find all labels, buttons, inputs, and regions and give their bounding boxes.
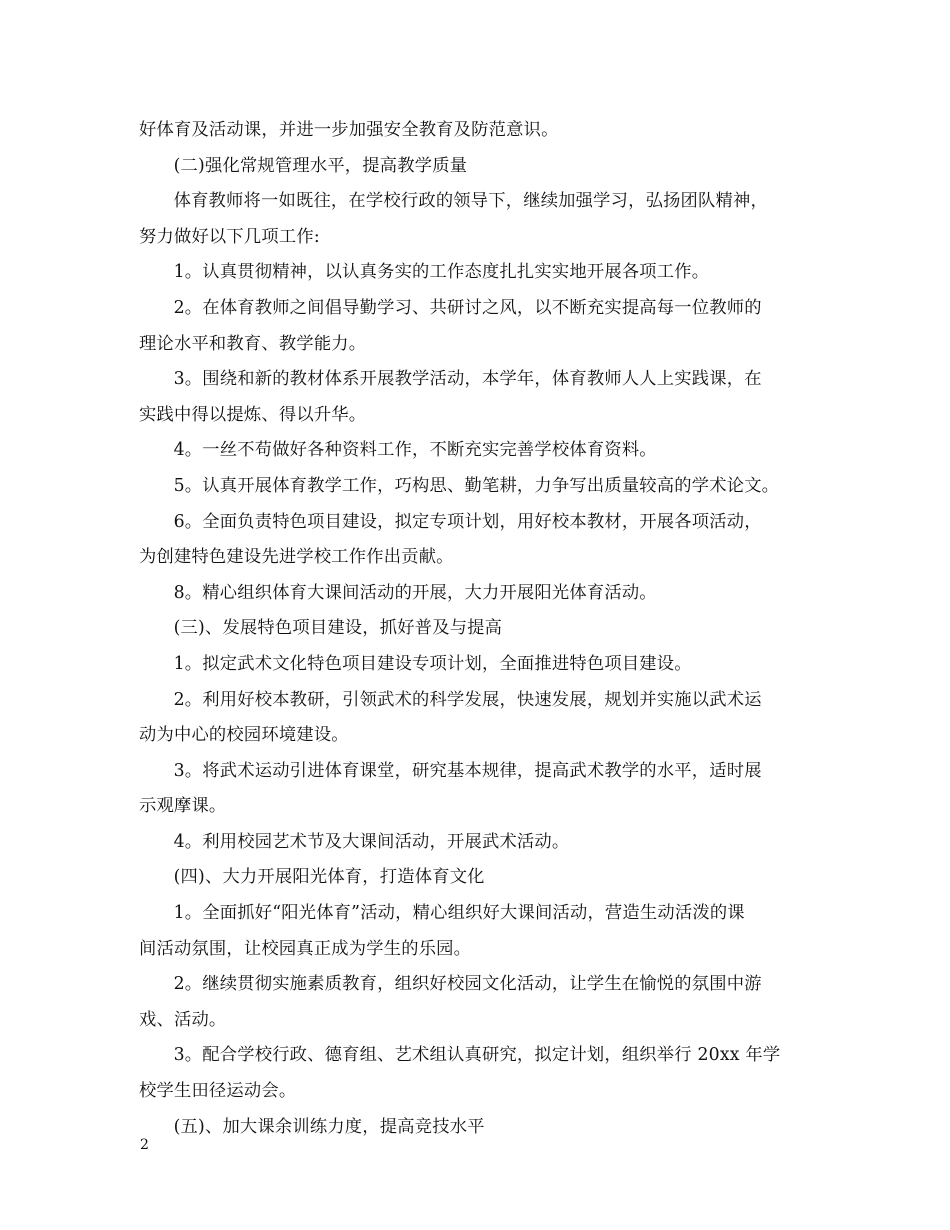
text-line: 1。认真贯彻精神，以认真务实的工作态度扎扎实实地开展各项工作。 <box>173 262 710 283</box>
text-line: 4。一丝不苟做好各种资料工作，不断充实完善学校体育资料。 <box>173 440 657 461</box>
text-line: 2。继续贯彻实施素质教育，组织好校园文化活动，让学生在愉悦的氛围中游 <box>173 974 762 995</box>
text-line: (四)、大力开展阳光体育，打造体育文化 <box>173 867 485 888</box>
page-number: 2 <box>140 1137 149 1153</box>
text-line: 理论水平和教育、教学能力。 <box>139 333 367 354</box>
text-line: 3。配合学校行政、德育组、艺术组认真研究，拟定计划，组织举行 20xx 年学 <box>173 1045 781 1066</box>
text-line: 努力做好以下几项工作: <box>139 226 320 247</box>
text-line: 实践中得以提炼、得以升华。 <box>139 404 367 425</box>
text-line: 戏、活动。 <box>139 1009 227 1030</box>
text-line: 5。认真开展体育教学工作，巧构思、勤笔耕，力争写出质量较高的学术论文。 <box>173 475 780 496</box>
text-line: 3。围绕和新的教材体系开展教学活动，本学年，体育教师人人上实践课，在 <box>173 369 762 390</box>
text-line: 1。全面抓好“阳光体育”活动，精心组织好大课间活动，营造生动活泼的课 <box>173 903 745 924</box>
document-body <box>139 113 811 1145</box>
text-line: (二)强化常规管理水平，提高教学质量 <box>173 155 468 176</box>
text-line: 1。拟定武术文化特色项目建设专项计划，全面推进特色项目建设。 <box>173 653 692 674</box>
text-line: 2。利用好校本教研，引领武术的科学发展，快速发展，规划并实施以武术运 <box>173 689 762 710</box>
text-line: 3。将武术运动引进体育课堂，研究基本规律，提高武术教学的水平，适时展 <box>173 760 762 781</box>
text-line: 4。利用校园艺术节及大课间活动，开展武术活动。 <box>173 831 570 852</box>
text-line: 动为中心的校园环境建设。 <box>139 725 349 746</box>
text-line: 示观摩课。 <box>139 796 227 817</box>
text-line: 体育教师将一如既往，在学校行政的领导下，继续加强学习，弘扬团队精神， <box>173 191 768 212</box>
text-line: (三)、发展特色项目建设，抓好普及与提高 <box>173 618 503 639</box>
text-line: 8。精心组织体育大课间活动的开展，大力开展阳光体育活动。 <box>173 582 657 603</box>
text-line: 好体育及活动课，并进一步加强安全教育及防范意识。 <box>139 120 559 140</box>
text-line: (五)、加大课余训练力度，提高竞技水平 <box>173 1116 485 1137</box>
text-line: 间活动氛围，让校园真正成为学生的乐园。 <box>139 938 472 959</box>
text-line: 2。在体育教师之间倡导勤学习、共研讨之风，以不断充实提高每一位教师的 <box>173 297 762 318</box>
text-line: 为创建特色建设先进学校工作作出贡献。 <box>139 547 454 568</box>
text-line: 6。全面负责特色项目建设，拟定专项计划，用好校本教材，开展各项活动， <box>173 511 762 532</box>
text-line: 校学生田径运动会。 <box>139 1081 297 1102</box>
